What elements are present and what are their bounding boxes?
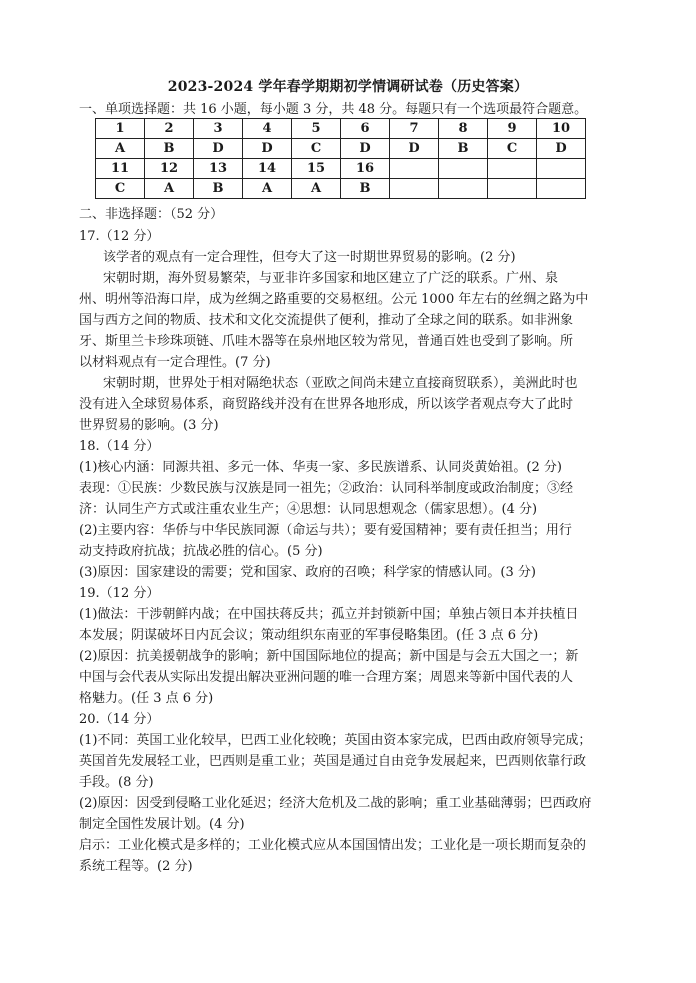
table-cell: B [341,179,390,199]
answer-line: 制定全国性发展计划。(4 分) [79,817,245,832]
section-2-heading: 二、非选择题：（52 分） [79,207,224,222]
table-cell: B [194,179,243,199]
answer-line: 宋朝时期，世界处于相对隔绝状态（亚欧之间尚未建立直接商贸联系），美洲此时也 [103,376,578,391]
table-cell: 4 [243,119,292,139]
answer-line: 以材料观点有一定合理性。(7 分) [79,355,271,370]
answer-line: 宋朝时期，海外贸易繁荣，与亚非许多国家和地区建立了广泛的联系。广州、泉 [103,271,559,286]
answer-line: (2)原因：因受到侵略工业化延迟；经济大危机及二战的影响；重工业基础薄弱；巴西政府 [79,796,592,811]
table-cell: A [243,179,292,199]
table-cell [390,179,439,199]
answer-line: 表现：①民族：少数民族与汉族是同一祖先；②政治：认同科举制度或政治制度；③经 [79,481,574,496]
answer-line: 英国首先发展轻工业，巴西则是重工业；英国是通过自由竞争发展起来，巴西则依靠行政 [79,754,587,769]
answer-line: 系统工程等。(2 分) [79,859,193,874]
table-cell: 9 [488,119,537,139]
table-cell: A [96,139,145,159]
answer-line: 没有进入全球贸易体系，商贸路线并没有在世界各地形成，所以该学者观点夸大了此时 [79,397,574,412]
table-row [96,179,586,199]
table-row [96,119,586,139]
table-cell: 10 [537,119,586,139]
table-cell: 3 [194,119,243,139]
table-cell: 15 [292,159,341,179]
table-cell: C [292,139,341,159]
answer-line: 动支持政府抗战；抗战必胜的信心。(5 分) [79,544,323,559]
answer-line: 州、明州等沿海口岸，成为丝绸之路重要的交易枢纽。公元 1000 年左右的丝绸之路为中 [79,292,589,307]
table-cell: 11 [96,159,145,179]
table-cell: B [439,139,488,159]
table-cell: 6 [341,119,390,139]
table-cell: D [537,139,586,159]
table-cell: 7 [390,119,439,139]
answer-line: (3)原因：国家建设的需要；党和国家、政府的召唤；科学家的情感认同。(3 分) [79,565,536,580]
table-cell: B [145,139,194,159]
table-cell [488,179,537,199]
table-row [96,159,586,179]
answer-line: (1)不同：英国工业化较早，巴西工业化较晚；英国由资本家完成，巴西由政府领导完成； [79,733,592,748]
table-row [96,139,586,159]
answer-line: (2)主要内容：华侨与中华民族同源（命运与共）；要有爱国精神；要有责任担当；用行 [79,523,572,538]
table-cell: C [96,179,145,199]
answer-line: 该学者的观点有一定合理性，但夸大了这一时期世界贸易的影响。(2 分) [103,250,516,265]
answer-line: 牙、斯里兰卡珍珠项链、爪哇木器等在泉州地区较为常见，普通百姓也受到了影响。所 [79,334,574,349]
answer-line: 格魅力。(任 3 点 6 分) [79,691,214,706]
page-title: 2023-2024 学年春学期期初学情调研试卷（历史答案） [167,79,529,95]
table-cell: 5 [292,119,341,139]
table-cell: D [194,139,243,159]
answer-table [95,118,586,199]
question-19-heading: 19.（12 分） [79,586,160,601]
table-cell [390,159,439,179]
answer-line: 手段。(8 分) [79,775,154,790]
answer-line: (1)做法：干涉朝鲜内战；在中国扶蒋反共；孤立并封锁新中国；单独占领日本并扶植日 [79,607,579,622]
table-cell: 8 [439,119,488,139]
question-18-heading: 18.（14 分） [79,439,160,454]
question-17-heading: 17.（12 分） [79,229,160,244]
table-cell: C [488,139,537,159]
answer-line: (2)原因：抗美援朝战争的影响；新中国国际地位的提高；新中国是与会五大国之一；新 [79,649,579,664]
table-cell: D [243,139,292,159]
table-cell: 2 [145,119,194,139]
table-cell [537,179,586,199]
table-cell: D [390,139,439,159]
table-cell: 1 [96,119,145,139]
section-1-heading: 一、单项选择题：共 16 小题，每小题 3 分，共 48 分。每题只有一个选项最符合题意。 [79,102,588,117]
table-cell [537,159,586,179]
table-cell [488,159,537,179]
answer-line: 国与西方之间的物质、技术和文化交流提供了便利，推动了全球之间的联系。如非洲象 [79,313,574,328]
answer-line: (1)核心内涵：同源共祖、多元一体、华夷一家、多民族谱系、认同炎黄始祖。(2 分) [79,460,562,475]
answer-line: 世界贸易的影响。(3 分) [79,418,219,433]
table-cell [439,159,488,179]
answer-line: 济：认同生产方式或注重农业生产；④思想：认同思想观念（儒家思想）。(4 分) [79,502,538,517]
table-cell: 12 [145,159,194,179]
table-cell: 14 [243,159,292,179]
table-cell: A [292,179,341,199]
question-20-heading: 20.（14 分） [79,712,160,727]
answer-line: 启示：工业化模式是多样的；工业化模式应从本国国情出发；工业化是一项长期而复杂的 [79,838,587,853]
table-cell: A [145,179,194,199]
table-cell: 13 [194,159,243,179]
answer-line: 本发展；阴谋破坏日内瓦会议；策动组织东南亚的军事侵略集团。(任 3 点 6 分) [79,628,539,643]
answer-line: 中国与会代表从实际出发提出解决亚洲问题的唯一合理方案；周恩来等新中国代表的人 [79,670,574,685]
table-cell [439,179,488,199]
table-cell: 16 [341,159,390,179]
table-cell: D [341,139,390,159]
